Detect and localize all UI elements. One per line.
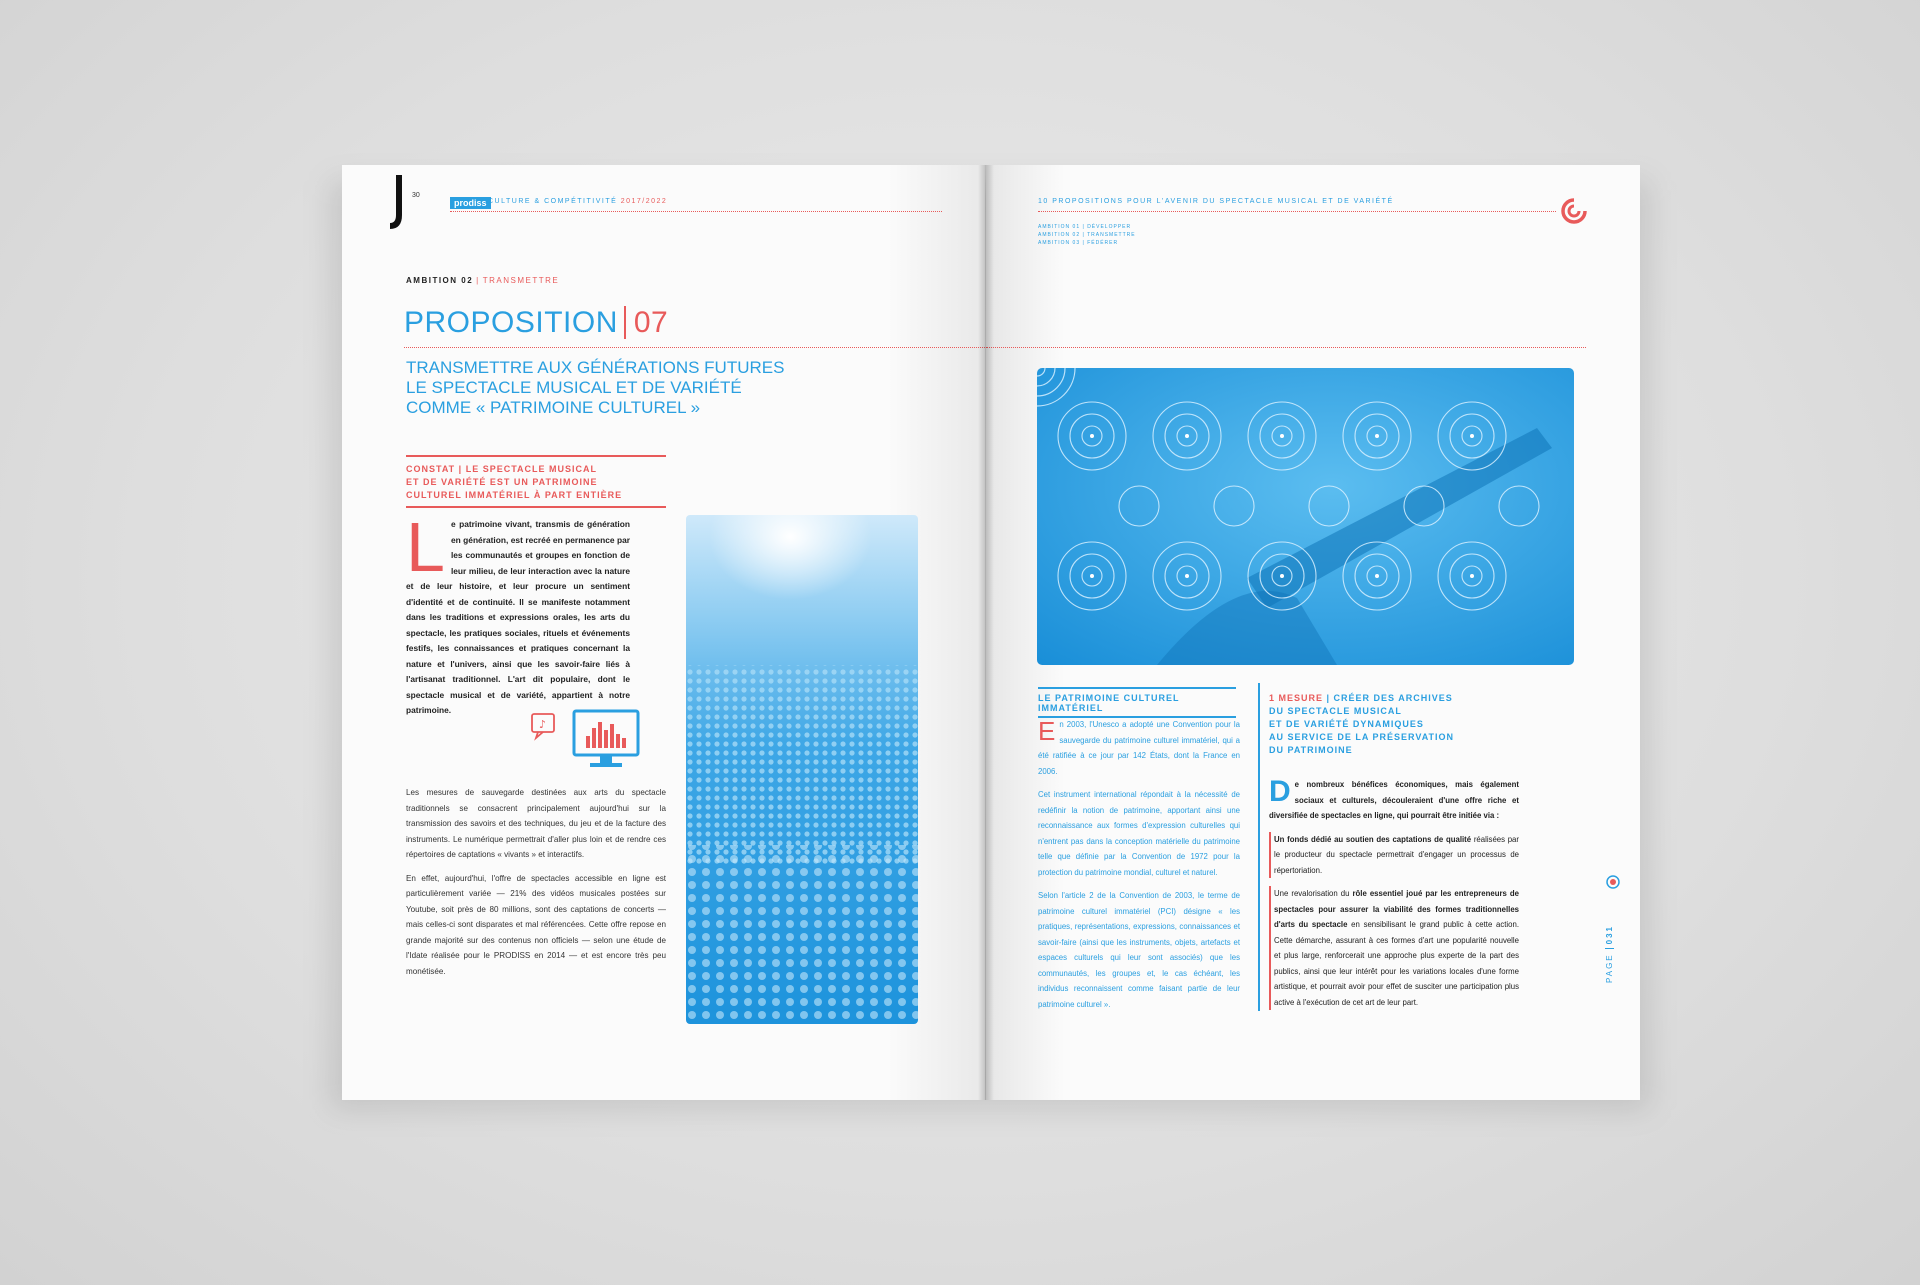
header-rule — [450, 211, 942, 212]
ambition-label: AMBITION 02 | TRANSMETTRE — [406, 276, 560, 285]
music-screen-icon — [530, 708, 650, 778]
header-title-right: 10 PROPOSITIONS POUR L'AVENIR DU SPECTACLE MUSICAL ET DE VARIÉTÉ — [1038, 198, 1394, 205]
intro-paragraph: Le patrimoine vivant, transmis de génération en génération, est recréé en permanence par les communautés et groupes en fonction de leur milieu, de leur interaction avec la nature et de leur histoire, et leur procure un sentiment d'identité et de continuité. Il se manifeste notamment dans les traditions et expressions orales, les arts du spectacle, les pratiques sociales, rituels et événements festifs, les connaissances et pratiques concernant la nature et l'univers, ainsi que les savoir-faire liés à l'artisanat traditionnel. L'art dit populaire, dont le spectacle musical et de variété, appartient à notre patrimoine. — [406, 508, 630, 715]
j-logo-icon — [390, 175, 408, 229]
guitar-photo — [1037, 368, 1574, 665]
title-rule — [404, 347, 985, 348]
pci-text: En 2003, l'Unesco a adopté une Convention pour la sauvegarde du patrimoine culturel immatériel, qui a été ratifiée à ce jour par 142 États, dont la France en 2006. Cet instrument international répondait à la nécessité de redéfinir la notion de patrimoine, apportant ainsi une reconnaissance aux formes d'expression culturelles qui n'entrent pas dans la conception matérielle du patrimoine telle que définie par la Convention de 1972 pour la protection du patrimoine mondial, culturel et naturel. Selon l'article 2 de la Convention de 2003, le terme de patrimoine culturel immatériel (PCI) désigne « les pratiques, représentations, expressions, connaissances et savoir-faire (ainsi que les instruments, objets, artefacts et espaces culturels qui leur sont associés) que les communautés, les groupes et, le cas échéant, les individus reconnaissent comme faisant partie de leur patrimoine culturel ». — [1038, 716, 1240, 1009]
dropcap: E — [1038, 716, 1056, 746]
column-divider — [1258, 683, 1260, 1011]
title-rule-right — [986, 347, 1586, 348]
dropcap: L — [406, 508, 445, 586]
header-rule-right — [1038, 211, 1556, 212]
side-logo-icon — [1606, 875, 1620, 889]
proposition-subtitle: TRANSMETTRE AUX GÉNÉRATIONS FUTURES LE SPECTACLE MUSICAL ET DE VARIÉTÉ COMME « PATRIMOINE CULTUREL » — [406, 358, 785, 417]
pci-heading: LE PATRIMOINE CULTUREL IMMATÉRIEL — [1038, 687, 1236, 718]
page-number-small: 30 — [412, 192, 420, 199]
header-title: CULTURE & COMPÉTITIVITÉ 2017/2022 — [488, 198, 668, 205]
constat-box: CONSTAT | LE SPECTACLE MUSICAL ET DE VARIÉTÉ EST UN PATRIMOINE CULTUREL IMMATÉRIEL À PART ENTIÈRE — [406, 455, 666, 508]
svg-text:♪: ♪ — [539, 718, 547, 731]
brand-logo-icon — [1560, 197, 1588, 225]
left-page — [342, 165, 985, 1100]
body-text: Les mesures de sauvegarde destinées aux arts du spectacle traditionnels se consacrent principalement aujourd'hui sur la transmission des savoirs et des techniques, du jeu et de la facture des instruments. Le numérique permettrait d'aller plus loin et de rendre ces répertoires de captations « vivants » et interactifs. En effet, aujourd'hui, l'offre de spectacles accessible en ligne est particulièrement variée — 21% des vidéos musicales postées sur Youtube, soit près de 80 millions, sont des captations de concerts — mais celles-ci sont disparates et mal référencées. Cette offre repose en grande majorité sur des contenus non officiels — selon une étude de l'Idate réalisée pour le PRODISS en 2014 — et est encore très peu monétisée. — [406, 788, 666, 976]
mesure-text: De nombreux bénéfices économiques, mais également sociaux et culturels, découleraient d'une offre riche et diversifiée de spectacles en ligne, qui pourrait être initiée via : Un fonds dédié au soutien des captations de qualité réalisées par le producteur du spectacle permettrait d'engager un processus de répertoriation. Une revalorisation du rôle essentiel joué par les entrepreneurs de spectacles pour assurer la viabilité des formes traditionnelles d'arts du spectacle en sensibilisant le grand public à cette action. Cette démarche, assurant à ces formes d'art une popularité nouvelle et plus large, renforcerait une approche plus experte de la part des publics, ainsi que leur intérêt pour les variations locales d'une forme artistique, et pourrait avoir pour effet de susciter une participation plus active à l'exécution de cet art de leur part. — [1269, 777, 1519, 1018]
page-label: PAGE031 — [1605, 925, 1614, 983]
spine-gutter — [978, 165, 994, 1100]
proposition-title: PROPOSITION 07 — [404, 306, 669, 339]
ambition-list: AMBITION 01 | DÉVELOPPER AMBITION 02 | TRANSMETTRE AMBITION 03 | FÉDÉRER — [1038, 224, 1136, 246]
prodiss-logo: prodiss — [450, 197, 491, 209]
concert-crowd-photo — [686, 515, 918, 1024]
mesure-heading: 1 MESURE | CRÉER DES ARCHIVES DU SPECTACLE MUSICAL ET DE VARIÉTÉ DYNAMIQUES AU SERVICE DE LA PRÉSERVATION DU PATRIMOINE — [1269, 693, 1455, 755]
dropcap: D — [1269, 775, 1291, 808]
right-page — [986, 165, 1640, 1100]
